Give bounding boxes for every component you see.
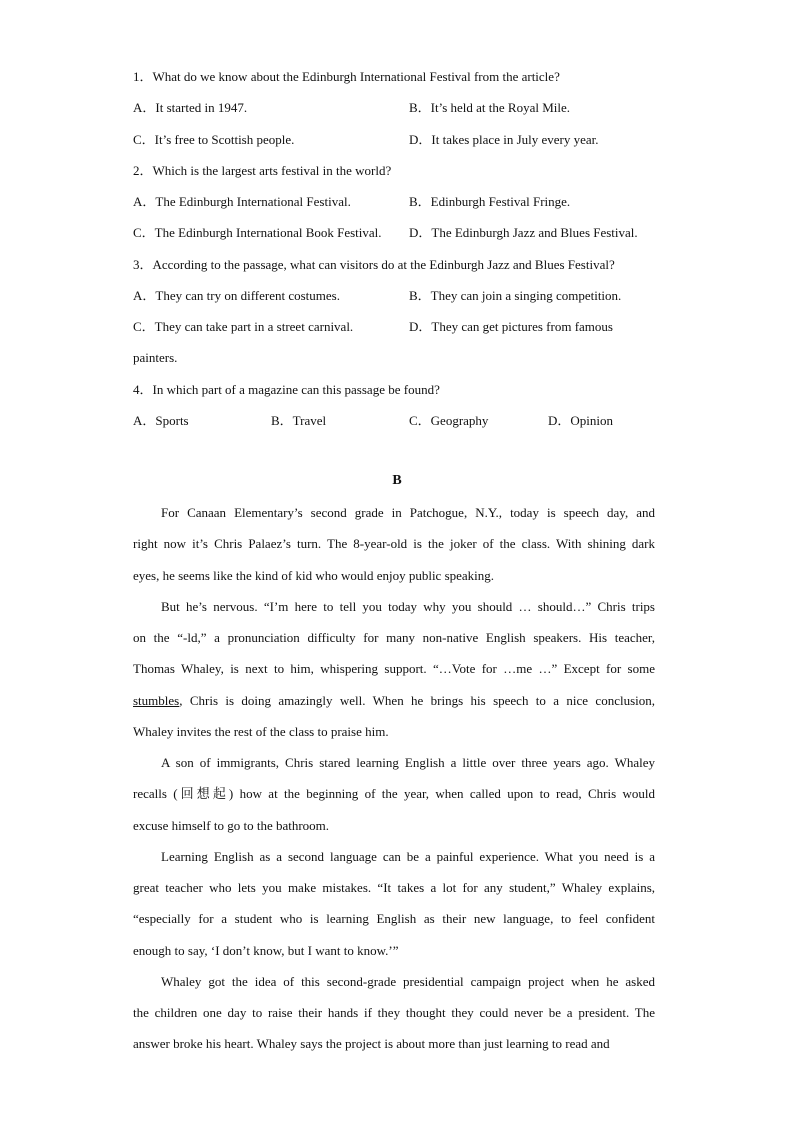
question-stem: 3．According to the passage, what can visitors do at the Edinburgh Jazz and Blues Festival? [133, 256, 615, 272]
answer-option: B．Edinburgh Festival Fringe. [409, 194, 571, 209]
answer-option: D．Opinion [548, 412, 614, 428]
answer-option: C．It’s free to Scottish people. [133, 131, 295, 147]
passage-line: recalls (回想起) how at the beginning of the year, when called upon to read, Chris would [133, 786, 655, 802]
answer-continuation: painters. [133, 350, 178, 366]
passage-line: Whaley got the idea of this second-grade presidential campaign project when he asked [161, 973, 655, 989]
answer-option: A．Sports [133, 412, 189, 428]
passage-line: great teacher who lets you make mistakes. “It takes a lot for any student,” Whaley explains, [133, 880, 655, 895]
passage-line [133, 692, 655, 709]
answer-option: D．They can get pictures from famous [409, 319, 613, 334]
question-stem: 1．What do we know about the Edinburgh International Festival from the article? [133, 69, 560, 84]
question-stem: 4．In which part of a magazine can this passage be found? [133, 381, 440, 397]
passage-line: the children one day to raise their hands if they thought they could never be a president. The [133, 1005, 655, 1020]
passage-line: enough to say, ‘I don’t know, but I want to know.’” [133, 942, 399, 958]
answer-option: C．The Edinburgh International Book Festival. [133, 225, 382, 241]
section-title: B [392, 473, 402, 488]
passage-line: But he’s nervous. “I’m here to tell you today why you should … should…” Chris trips [161, 598, 655, 614]
passage-line: For Canaan Elementary’s second grade in Patchogue, N.Y., today is speech day, and [161, 505, 655, 520]
answer-option: B．Travel [271, 412, 327, 428]
passage-line: on the “-ld,” a pronunciation difficulty for many non-native English speakers. His teacher, [133, 630, 655, 645]
passage-line: answer broke his heart. Whaley says the project is about more than just learning to read and [133, 1036, 610, 1052]
passage-line: excuse himself to go to the bathroom. [133, 817, 330, 833]
passage-text: , Chris is doing amazingly well. When he brings his speech to a nice conclusion, [179, 692, 655, 708]
answer-option: A．It started in 1947. [133, 100, 248, 116]
passage-line: “especially for a student who is learning English as their new language, to feel confident [133, 911, 655, 927]
answer-option: D．The Edinburgh Jazz and Blues Festival. [409, 225, 638, 241]
passage-line: A son of immigrants, Chris stared learning English a little over three years ago. Whaley [161, 755, 655, 770]
passage-line: eyes, he seems like the kind of kid who would enjoy public speaking. [133, 567, 495, 583]
answer-option: C．They can take part in a street carnival. [133, 319, 354, 334]
underlined-word: stumbles [133, 692, 180, 708]
passage-line: Learning English as a second language can be a painful experience. What you need is a [161, 848, 655, 864]
passage-line: right now it’s Chris Palaez’s turn. The 8-year-old is the joker of the class. With shining dark [133, 536, 655, 552]
answer-option: D．It takes place in July every year. [409, 131, 599, 147]
answer-option: A．The Edinburgh International Festival. [133, 194, 351, 209]
question-stem: 2．Which is the largest arts festival in the world? [133, 162, 392, 178]
answer-option: B．They can join a singing competition. [409, 287, 622, 303]
passage-line: Whaley invites the rest of the class to praise him. [133, 723, 389, 739]
passage-line: Thomas Whaley, is next to him, whispering support. “…Vote for …me …” Except for some [133, 661, 655, 677]
answer-option: A．They can try on different costumes. [133, 287, 340, 303]
answer-option: B．It’s held at the Royal Mile. [409, 100, 571, 116]
answer-option: C．Geography [409, 412, 489, 428]
